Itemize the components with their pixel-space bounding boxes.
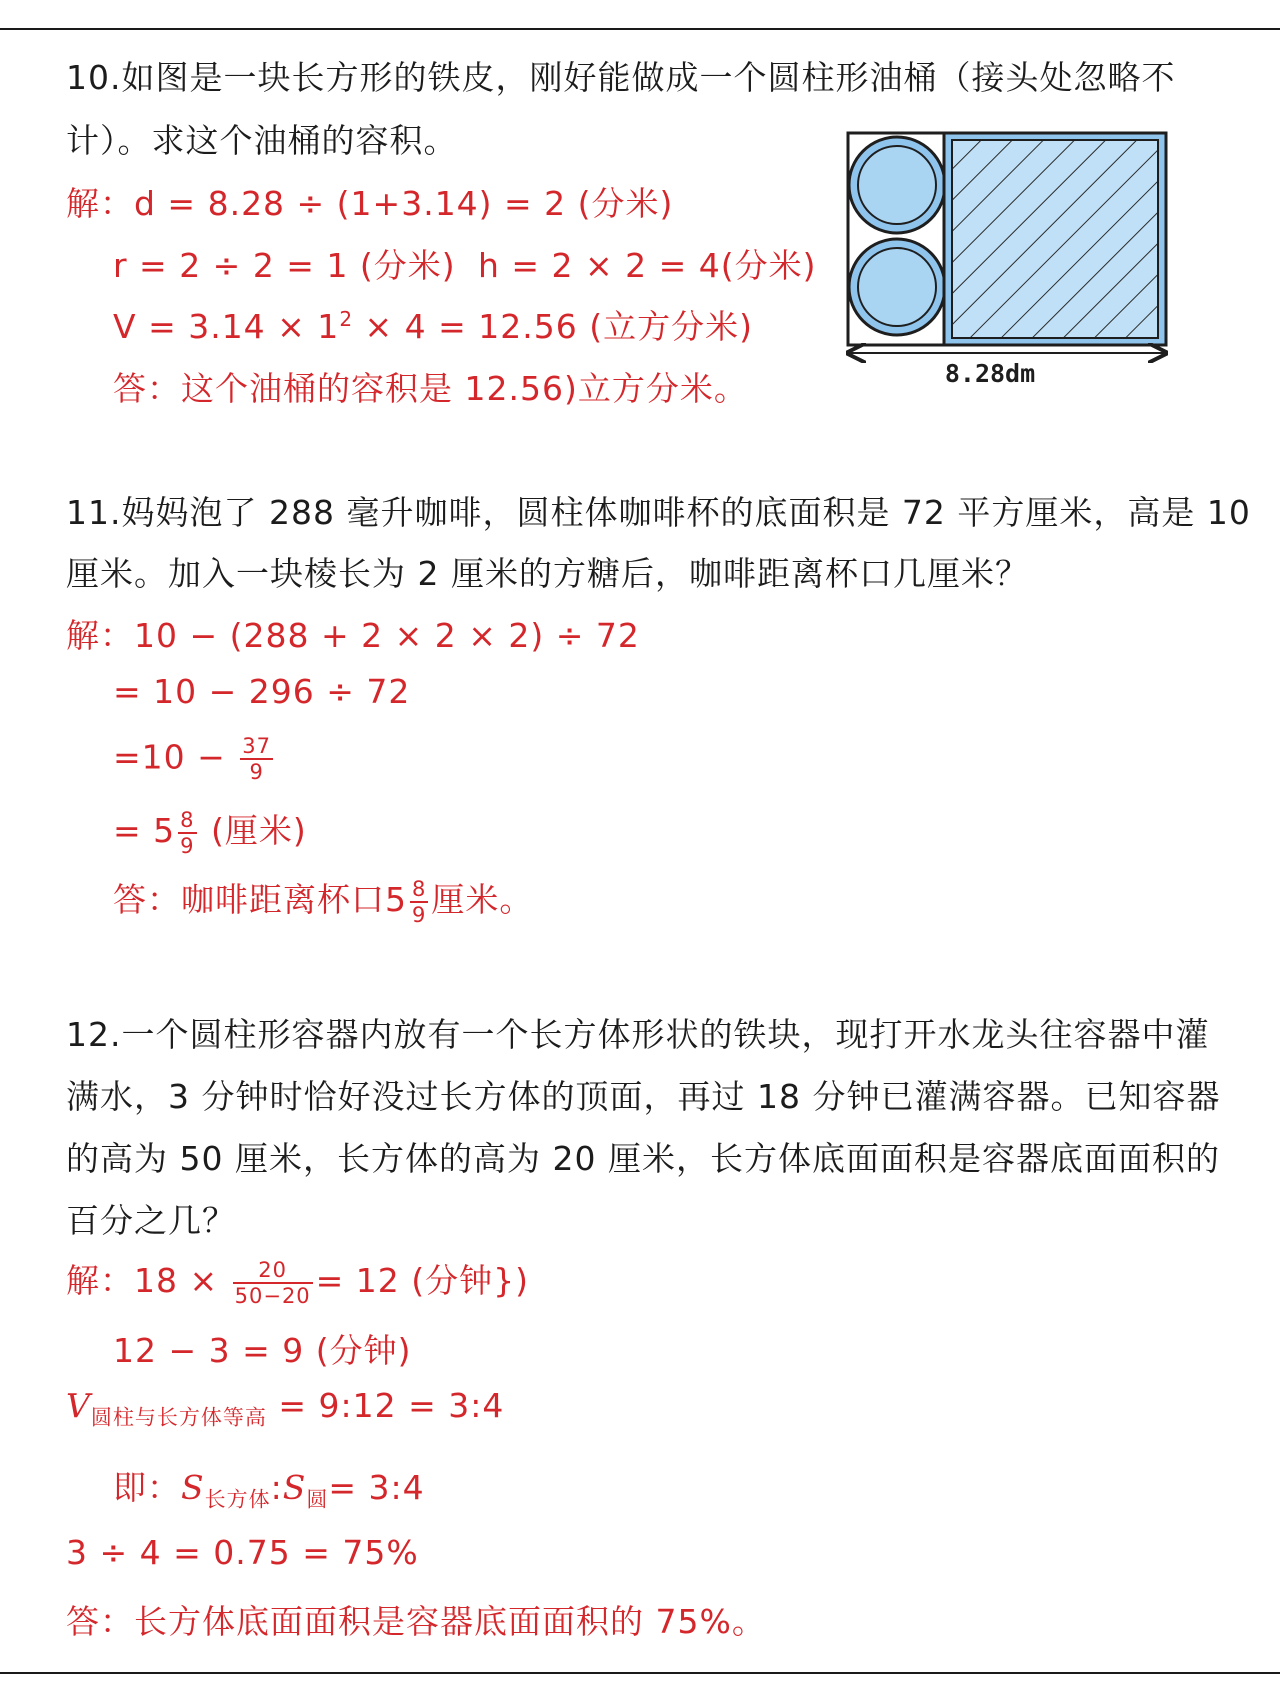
q12-solution-line3: $V_{圆柱与长方体等高}$ = 9:12 = 3:4 (66, 1386, 505, 1430)
q12-solution-line4: 即：$S_{长方体}:S_圆=$ 3:4 (113, 1468, 425, 1512)
q12-question-line3: 的高为 50 厘米，长方体的高为 20 厘米，长方体底面面积是容器底面面积的 (66, 1139, 1220, 1178)
q12-solution-line2: 12 − 3 = 9 (分钟) (113, 1331, 412, 1370)
q12-answer: 答：长方体底面面积是容器底面面积的 75%。 (66, 1602, 766, 1641)
q10-solution-line2a: r = 2 ÷ 2 = 1 (分米) (113, 246, 456, 285)
q12-question-line1: 12.一个圆柱形容器内放有一个长方体形状的铁块，现打开水龙头往容器中灌 (66, 1015, 1210, 1054)
top-rule (0, 28, 1280, 30)
q10-solution-line2b: h = 2 × 2 = 4(分米) (478, 246, 817, 285)
q12-solution-line5: 3 ÷ 4 = 0.75 = 75% (66, 1533, 419, 1572)
q11-solution-line1: 解：10 − (288 + 2 × 2 × 2) ÷ 72 (66, 616, 640, 655)
q12-question-line4: 百分之几？ (66, 1201, 236, 1240)
q10-answer: 答：这个油桶的容积是 12.56)立方分米。 (113, 369, 748, 408)
q10-figure (840, 125, 1180, 390)
bottom-rule (0, 1672, 1280, 1674)
q11-solution-line3: =10 − $\frac{37}{9}$ (113, 734, 272, 784)
q11-solution-line4: = 5 $\frac{8}{9}$ (厘米) (113, 807, 307, 858)
q10-question-line2: 计）。求这个油桶的容积。 (66, 121, 458, 160)
q10-solution-line1: 解：d = 8.28 ÷ (1+3.14) = 2 (分米) (66, 184, 674, 223)
q11-question-line2: 厘米。加入一块棱长为 2 厘米的方糖后，咖啡距离杯口几厘米？ (66, 554, 1029, 593)
q12-solution-line1: 解：18 × $\frac{20}{50-20}$ = 12 (分钟}) (66, 1257, 530, 1308)
q10-question-line1: 10.如图是一块长方形的铁皮，刚好能做成一个圆柱形油桶（接头处忽略不 (66, 58, 1176, 97)
figure-dimension-label: 8.28dm (944, 359, 1036, 388)
q10-solution-line3: $V = 3.14 \times 1^2 \times 4 = 12.56$ (立方分米) (113, 307, 754, 346)
q11-answer: 答：咖啡距离杯口5 $\frac{8}{9}$ 厘米。 (113, 876, 534, 927)
q11-question-line1: 11.妈妈泡了 288 毫升咖啡，圆柱体咖啡杯的底面积是 72 平方厘米，高是 10 (66, 493, 1251, 532)
q11-solution-line2: = 10 − 296 ÷ 72 (113, 672, 411, 711)
q12-question-line2: 满水，3 分钟时恰好没过长方体的顶面，再过 18 分钟已灌满容器。已知容器 (66, 1077, 1221, 1116)
